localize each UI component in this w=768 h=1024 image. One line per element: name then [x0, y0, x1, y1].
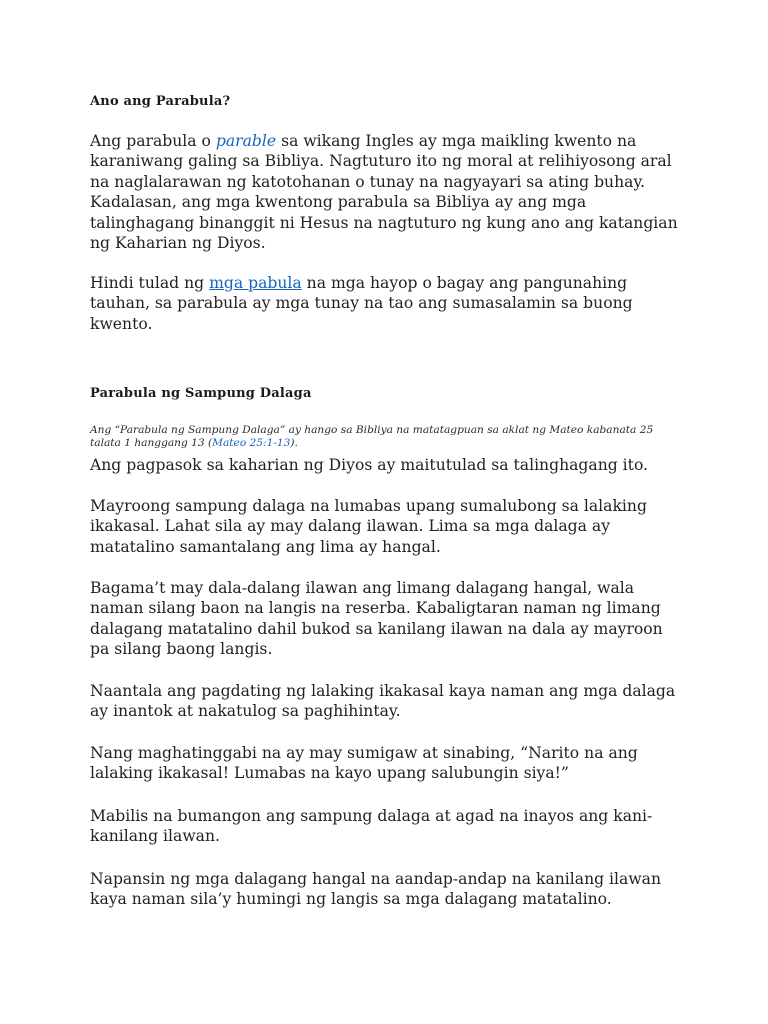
- source-note-text-end: ).: [290, 437, 298, 450]
- paragraph-definition-text-start: Ang parabula o: [90, 132, 216, 150]
- story-paragraph: Napansin ng mga dalagang hangal na aandap-andap na kanilang ilawan kaya naman sila’y humingi ng langis sa mga dalagang matatalino.: [90, 870, 662, 909]
- paragraph-comparison: [90, 273, 680, 334]
- story-paragraph: Naantala ang pagdating ng lalaking ikakasal kaya naman ang mga dalaga ay inantok at nakatulog sa paghihintay.: [90, 682, 676, 721]
- section-heading-ano-ang-parabula: Ano ang Parabula?: [90, 94, 231, 109]
- source-note-text-start: Ang “Parabula ng Sampung Dalaga” ay hango sa Bibliya na matatagpuan sa aklat ng Mateo kabanata 25 talata 1 hanggang 13 (: [90, 424, 654, 450]
- paragraph-definition-text-end: sa wikang Ingles ay mga maikling kwento na karaniwang galing sa Bibliya. Nagtuturo ito ng moral at relihiyosong aral na naglalarawan ng katotohanan o tunay na nagyayari sa ating buhay. Kadalasan, ang mga kwentong parabula sa Bibliya ay ang mga talinghagang binanggit ni Hesus na nagtuturo ng kung ano ang katangian ng Kaharian ng Diyos.: [90, 132, 678, 253]
- paragraph-comparison-text-end: na mga hayop o bagay ang pangunahing tauhan, sa parabula ay mga tunay na tao ang sumasalamin sa buong kwento.: [90, 274, 633, 333]
- story-paragraph: Mayroong sampung dalaga na lumabas upang sumalubong sa lalaking ikakasal. Lahat sila ay may dalang ilawan. Lima sa mga dalaga ay matatalino samantalang ang lima ay hangal.: [90, 497, 647, 556]
- link-mga-pabula[interactable]: mga pabula: [209, 274, 302, 292]
- paragraph-definition: [90, 131, 680, 253]
- section-heading-parabula-ng-sampung-dalaga: Parabula ng Sampung Dalaga: [90, 386, 312, 401]
- paragraph-comparison-text-start: Hindi tulad ng: [90, 274, 210, 292]
- scripture-reference-link[interactable]: Mateo 25:1-13: [212, 437, 291, 450]
- term-parable: parable: [215, 132, 277, 150]
- story-paragraph: Ang pagpasok sa kaharian ng Diyos ay maitutulad sa talinghagang ito.: [90, 456, 649, 474]
- story-paragraph: Mabilis na bumangon ang sampung dalaga at agad na inayos ang kani-kanilang ilawan.: [90, 807, 653, 846]
- story-paragraph: Bagama’t may dala-dalang ilawan ang limang dalagang hangal, wala naman silang baon na langis na reserba. Kabaligtaran naman ng limang dalagang matatalino dahil bukod sa kanilang ilawan na dala ay mayroon pa silang baong langis.: [90, 579, 663, 659]
- source-note: [90, 424, 680, 451]
- story-paragraph: Nang maghatinggabi na ay may sumigaw at sinabing, “Narito na ang lalaking ikakasal! Lumabas na kayo upang salubungin siya!”: [90, 744, 638, 783]
